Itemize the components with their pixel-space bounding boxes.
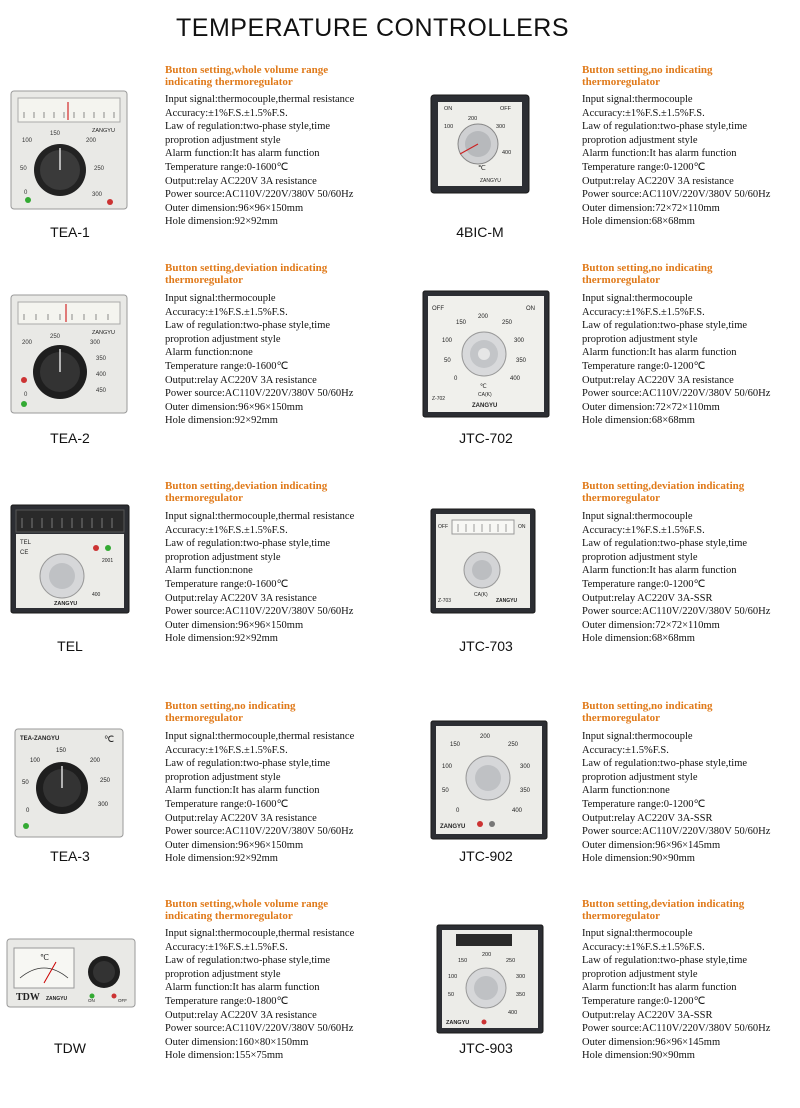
scale-label: 0 <box>454 376 458 382</box>
spec-item: Hole dimension:90×90mm <box>582 1050 695 1062</box>
brand-label: ZANGYU <box>440 824 466 830</box>
scale-label: 400 <box>510 376 521 382</box>
heading-line: indicating thermoregulator <box>165 76 293 88</box>
spec-item: Alarm function:It has alarm function <box>582 565 737 577</box>
spec-item: Accuracy:±1%F.S.±1.5%F.S. <box>582 941 705 953</box>
scale-label: 150 <box>450 742 461 748</box>
spec-item: Law of regulation:two-phase style,time <box>165 320 331 332</box>
scale-label: 300 <box>98 802 109 808</box>
scale-label: 0 <box>24 190 28 196</box>
heading-line: thermoregulator <box>582 76 660 88</box>
spec-item: Law of regulation:two-phase style,time <box>165 538 331 550</box>
product-heading <box>165 480 395 504</box>
spec-item: Input signal:thermocouple,thermal resistance <box>165 928 355 939</box>
spec-item: Output:relay AC220V 3A resistance <box>165 175 317 187</box>
scale-label: 100 <box>442 338 453 344</box>
scale-label: 100 <box>448 974 458 980</box>
spec-item: Accuracy:±1%F.S.±1.5%F.S. <box>582 107 705 119</box>
indicator-light <box>489 821 495 827</box>
scale-label: 200 <box>86 138 97 144</box>
jtc-703-controller-image <box>430 508 536 614</box>
spec-item: Alarm function:It has alarm function <box>165 148 320 160</box>
scale-label: OFF <box>118 998 127 1003</box>
spec-item: proprotion adjustment style <box>165 968 281 980</box>
spec-item: Outer dimension:96×96×145mm <box>582 839 721 851</box>
spec-item: proprotion adjustment style <box>582 333 698 345</box>
scale-label: 250 <box>50 334 61 340</box>
scale-label: 150 <box>56 748 67 754</box>
scale-label: 400 <box>502 150 512 156</box>
spec-item: Alarm function:none <box>582 785 670 797</box>
scale-label: 400 <box>508 1010 518 1016</box>
heading-line: thermoregulator <box>582 492 660 504</box>
spec-item: Input signal:thermocouple <box>582 94 693 105</box>
scale-label: 350 <box>516 992 526 998</box>
spec-item: Power source:AC110V/220V/380V 50/60Hz <box>165 606 354 618</box>
spec-item: Power source:AC110V/220V/380V 50/60Hz <box>165 1023 354 1035</box>
indicator-light <box>105 545 111 551</box>
brand-label: ZANGYU <box>92 330 115 336</box>
scale-label: 400 <box>96 372 107 378</box>
heading-line: Button setting,whole volume range <box>165 898 329 910</box>
product-heading <box>582 898 800 922</box>
spec-item: Input signal:thermocouple <box>582 731 693 742</box>
indicator-light <box>477 821 483 827</box>
product-tea-2 <box>0 262 400 472</box>
product-heading <box>165 898 395 922</box>
scale-label: 200 <box>482 952 492 958</box>
spec-list <box>582 730 800 866</box>
spec-item: proprotion adjustment style <box>582 771 698 783</box>
spec-item: proprotion adjustment style <box>165 333 281 345</box>
product-heading <box>582 480 800 504</box>
scale-label: 400 <box>512 808 523 814</box>
spec-item: Law of regulation:two-phase style,time <box>165 121 331 133</box>
spec-item: proprotion adjustment style <box>582 551 698 563</box>
jtc-902-controller-image <box>430 720 548 840</box>
scale-label: ℃ <box>40 953 49 962</box>
spec-item: Accuracy:±1%F.S.±1.5%F.S. <box>582 306 705 318</box>
spec-item: Output:relay AC220V 3A resistance <box>165 1009 317 1021</box>
indicator-light <box>90 994 95 999</box>
spec-item: Law of regulation:two-phase style,time <box>582 955 748 967</box>
jtc-903-controller-image <box>436 924 544 1034</box>
heading-line: Button setting,no indicating <box>165 700 296 712</box>
spec-item: Law of regulation:two-phase style,time <box>582 121 748 133</box>
model-name: JTC-903 <box>459 1040 513 1056</box>
scale-label: 0 <box>24 392 28 398</box>
spec-item: Input signal:thermocouple <box>582 928 693 939</box>
product-jtc-702 <box>400 262 800 472</box>
model-name: 4BIC-M <box>456 224 504 240</box>
spec-item: Outer dimension:72×72×110mm <box>582 401 720 413</box>
scale-label: 300 <box>92 192 103 198</box>
scale-label: TEL <box>20 540 32 546</box>
scale-label: 150 <box>456 320 467 326</box>
scale-label: 350 <box>520 788 531 794</box>
scale-label: ON <box>88 998 95 1003</box>
scale-label: ℃ <box>478 165 486 172</box>
product-4bic-m <box>400 60 800 270</box>
scale-label: 100 <box>22 138 33 144</box>
spec-item: Hole dimension:68×68mm <box>582 216 695 228</box>
spec-item: Law of regulation:two-phase style,time <box>165 955 331 967</box>
scale-label: 50 <box>20 166 27 172</box>
scale-label: CA(K) <box>478 392 492 398</box>
indicator-light <box>112 994 117 999</box>
model-name: TDW <box>54 1040 86 1056</box>
indicator-light <box>482 1020 487 1025</box>
spec-item: Input signal:thermocouple <box>165 293 276 304</box>
spec-item: Temperature range:0-1600℃ <box>165 578 289 590</box>
spec-item: Alarm function:It has alarm function <box>582 347 737 359</box>
tdw-controller-image <box>6 938 136 1008</box>
spec-item: Output:relay AC220V 3A resistance <box>165 374 317 386</box>
spec-item: Hole dimension:155×75mm <box>165 1050 284 1062</box>
scale-label: 250 <box>502 320 513 326</box>
heading-line: indicating thermoregulator <box>165 910 293 922</box>
model-name: TEA-2 <box>50 430 90 446</box>
heading-line: Button setting,no indicating <box>582 262 713 274</box>
spec-item: Alarm function:It has alarm function <box>165 785 320 797</box>
scale-label: 250 <box>94 166 105 172</box>
spec-item: Outer dimension:96×96×150mm <box>165 401 304 413</box>
product-heading <box>582 700 800 724</box>
indicator-light <box>107 199 113 205</box>
model-name: TEL <box>57 638 83 654</box>
spec-item: Temperature range:0-1200℃ <box>582 360 706 372</box>
spec-item: Outer dimension:160×80×150mm <box>165 1036 309 1048</box>
spec-item: Accuracy:±1%F.S.±1.5%F.S. <box>165 107 288 119</box>
spec-item: Output:relay AC220V 3A-SSR <box>582 1009 713 1021</box>
spec-list <box>165 510 385 646</box>
spec-item: Alarm function:none <box>165 565 253 577</box>
page-title: TEMPERATURE CONTROLLERS <box>176 14 570 42</box>
spec-item: Accuracy:±1%F.S.±1.5%F.S. <box>165 941 288 953</box>
scale-label: OFF <box>500 106 511 112</box>
product-heading <box>165 700 395 724</box>
scale-label: TDW <box>16 992 40 1003</box>
spec-item: Temperature range:0-1600℃ <box>165 798 289 810</box>
4bic-m-controller-image <box>430 94 530 194</box>
heading-line: Button setting,no indicating <box>582 64 713 76</box>
spec-item: Accuracy:±1%F.S.±1.5%F.S. <box>165 306 288 318</box>
tea-2-controller-image <box>10 294 128 414</box>
scale-label: 50 <box>444 358 451 364</box>
product-heading <box>582 262 800 286</box>
scale-label: 300 <box>496 124 506 130</box>
scale-label: OFF <box>438 524 448 530</box>
model-name: JTC-702 <box>459 430 513 446</box>
spec-item: Power source:AC110V/220V/380V 50/60Hz <box>582 388 771 400</box>
spec-item: proprotion adjustment style <box>165 134 281 146</box>
spec-item: Law of regulation:two-phase style,time <box>165 758 331 770</box>
heading-line: thermoregulator <box>582 274 660 286</box>
brand-label: ZANGYU <box>446 1020 470 1026</box>
scale-label: 350 <box>516 358 527 364</box>
spec-item: Law of regulation:two-phase style,time <box>582 758 748 770</box>
spec-item: Input signal:thermocouple,thermal resistance <box>165 511 355 522</box>
brand-label: TEA-ZANGYU <box>20 736 60 742</box>
product-tel <box>0 480 400 690</box>
scale-label: 400 <box>92 592 101 598</box>
heading-line: thermoregulator <box>165 712 243 724</box>
product-jtc-703 <box>400 480 800 690</box>
spec-item: Law of regulation:two-phase style,time <box>582 538 748 550</box>
scale-label: 2001 <box>102 558 114 564</box>
spec-item: Output:relay AC220V 3A resistance <box>582 175 734 187</box>
spec-item: Power source:AC110V/220V/380V 50/60Hz <box>165 388 354 400</box>
product-heading <box>582 64 800 88</box>
heading-line: thermoregulator <box>165 274 243 286</box>
scale-label: ON <box>444 106 453 112</box>
scale-label: 0 <box>456 808 460 814</box>
scale-label: 300 <box>520 764 531 770</box>
spec-list <box>582 292 800 428</box>
scale-label: 250 <box>506 958 516 964</box>
spec-list <box>165 93 385 229</box>
spec-item: Temperature range:0-1200℃ <box>582 578 706 590</box>
heading-line: Button setting,no indicating <box>582 700 713 712</box>
spec-item: Hole dimension:92×92mm <box>165 853 278 865</box>
scale-label: 150 <box>50 131 61 137</box>
spec-item: Law of regulation:two-phase style,time <box>582 320 748 332</box>
spec-item: Output:relay AC220V 3A resistance <box>165 812 317 824</box>
spec-item: Power source:AC110V/220V/380V 50/60Hz <box>582 189 771 201</box>
heading-line: Button setting,deviation indicating <box>165 262 328 274</box>
scale-label: 50 <box>442 788 449 794</box>
spec-item: Input signal:thermocouple <box>582 293 693 304</box>
spec-item: Temperature range:0-1200℃ <box>582 798 706 810</box>
spec-item: Outer dimension:72×72×110mm <box>582 202 720 214</box>
indicator-light <box>23 823 29 829</box>
scale-label: CE <box>20 550 29 556</box>
model-name: TEA-3 <box>50 848 90 864</box>
spec-item: Outer dimension:96×96×150mm <box>165 202 304 214</box>
spec-item: Input signal:thermocouple <box>582 511 693 522</box>
scale-label: 50 <box>448 992 455 998</box>
spec-item: Temperature range:0-1600℃ <box>165 360 289 372</box>
heading-line: Button setting,deviation indicating <box>582 898 745 910</box>
scale-label: 200 <box>22 340 33 346</box>
product-heading <box>165 262 395 286</box>
spec-item: Output:relay AC220V 3A-SSR <box>582 812 713 824</box>
spec-item: Outer dimension:72×72×110mm <box>582 619 720 631</box>
spec-item: proprotion adjustment style <box>582 134 698 146</box>
scale-label: 150 <box>458 958 468 964</box>
spec-item: Alarm function:It has alarm function <box>582 982 737 994</box>
brand-label: ZANGYU <box>46 996 68 1002</box>
heading-line: thermoregulator <box>165 492 243 504</box>
scale-label: 50 <box>22 780 29 786</box>
spec-item: Hole dimension:92×92mm <box>165 216 278 228</box>
scale-label: Z-703 <box>438 598 452 604</box>
heading-line: thermoregulator <box>582 712 660 724</box>
product-tea-1 <box>0 60 400 270</box>
spec-list <box>165 292 385 428</box>
spec-list <box>165 730 385 866</box>
spec-item: Hole dimension:68×68mm <box>582 633 695 645</box>
spec-item: Outer dimension:96×96×150mm <box>165 619 304 631</box>
spec-item: Power source:AC110V/220V/380V 50/60Hz <box>165 826 354 838</box>
spec-item: Output:relay AC220V 3A-SSR <box>582 592 713 604</box>
spec-item: Output:relay AC220V 3A resistance <box>165 592 317 604</box>
scale-label: 0 <box>26 808 30 814</box>
heading-line: Button setting,whole volume range <box>165 64 329 76</box>
spec-item: Alarm function:It has alarm function <box>582 148 737 160</box>
scale-label: 250 <box>508 742 519 748</box>
spec-item: Hole dimension:92×92mm <box>165 633 278 645</box>
tea-3-controller-image <box>14 728 124 838</box>
brand-label: ZANGYU <box>496 598 518 604</box>
spec-item: proprotion adjustment style <box>582 968 698 980</box>
spec-list <box>582 927 800 1063</box>
tel-controller-image <box>10 504 130 614</box>
spec-item: Accuracy:±1%F.S.±1.5%F.S. <box>582 524 705 536</box>
tea-1-brand: ZANGYU <box>92 128 115 134</box>
spec-item: Hole dimension:68×68mm <box>582 415 695 427</box>
spec-item: Accuracy:±1%F.S.±1.5%F.S. <box>165 524 288 536</box>
spec-item: Alarm function:none <box>165 347 253 359</box>
indicator-light <box>93 545 99 551</box>
product-jtc-902 <box>400 700 800 910</box>
scale-label: 100 <box>30 758 41 764</box>
brand-label: ZANGYU <box>472 403 498 409</box>
scale-label: 350 <box>96 356 107 362</box>
tea-1-controller-image <box>10 90 128 210</box>
spec-item: Temperature range:0-1200℃ <box>582 995 706 1007</box>
scale-label: 300 <box>516 974 526 980</box>
spec-item: Power source:AC110V/220V/380V 50/60Hz <box>165 189 354 201</box>
scale-label: ℃ <box>480 384 487 390</box>
scale-label: ON <box>518 524 526 530</box>
indicator-light <box>21 377 27 383</box>
scale-label: 250 <box>100 778 111 784</box>
spec-list <box>165 927 385 1063</box>
scale-label: 300 <box>514 338 525 344</box>
scale-label: 200 <box>478 314 489 320</box>
jtc-702-controller-image <box>422 290 550 418</box>
spec-item: Temperature range:0-1200℃ <box>582 161 706 173</box>
scale-label: ON <box>526 306 535 312</box>
spec-item: Outer dimension:96×96×150mm <box>165 839 304 851</box>
heading-line: Button setting,deviation indicating <box>165 480 328 492</box>
spec-list <box>582 93 800 229</box>
scale-label: OFF <box>432 306 444 312</box>
scale-label: 100 <box>442 764 453 770</box>
spec-item: Accuracy:±1.5%F.S. <box>582 744 669 756</box>
scale-label: 200 <box>468 116 478 122</box>
spec-item: Input signal:thermocouple,thermal resistance <box>165 94 355 105</box>
spec-item: Temperature range:0-1800℃ <box>165 995 289 1007</box>
model-name: JTC-902 <box>459 848 513 864</box>
spec-item: Input signal:thermocouple,thermal resistance <box>165 731 355 742</box>
indicator-light <box>21 401 27 407</box>
spec-item: Power source:AC110V/220V/380V 50/60Hz <box>582 826 771 838</box>
spec-item: Output:relay AC220V 3A resistance <box>582 374 734 386</box>
spec-item: Alarm function:It has alarm function <box>165 982 320 994</box>
scale-label: 300 <box>90 340 101 346</box>
spec-item: Temperature range:0-1600℃ <box>165 161 289 173</box>
heading-line: thermoregulator <box>582 910 660 922</box>
scale-label: 200 <box>480 734 491 740</box>
model-name: JTC-703 <box>459 638 513 654</box>
product-heading <box>165 64 395 88</box>
spec-item: Power source:AC110V/220V/380V 50/60Hz <box>582 606 771 618</box>
scale-label: CA(K) <box>474 592 488 598</box>
spec-list <box>582 510 800 646</box>
scale-label: 450 <box>96 388 107 394</box>
spec-item: proprotion adjustment style <box>165 771 281 783</box>
scale-label: ℃ <box>104 734 115 744</box>
brand-label: ZANGYU <box>480 178 501 184</box>
spec-item: Hole dimension:92×92mm <box>165 415 278 427</box>
scale-label: Z-702 <box>432 396 446 402</box>
spec-item: Accuracy:±1%F.S.±1.5%F.S. <box>165 744 288 756</box>
scale-label: 100 <box>444 124 454 130</box>
spec-item: Hole dimension:90×90mm <box>582 853 695 865</box>
indicator-light <box>25 197 31 203</box>
scale-label: 200 <box>90 758 101 764</box>
spec-item: proprotion adjustment style <box>165 551 281 563</box>
spec-item: Power source:AC110V/220V/380V 50/60Hz <box>582 1023 771 1035</box>
heading-line: Button setting,deviation indicating <box>582 480 745 492</box>
brand-label: ZANGYU <box>54 601 78 607</box>
product-tea-3 <box>0 700 400 910</box>
model-name: TEA-1 <box>50 224 90 240</box>
spec-item: Outer dimension:96×96×145mm <box>582 1036 721 1048</box>
